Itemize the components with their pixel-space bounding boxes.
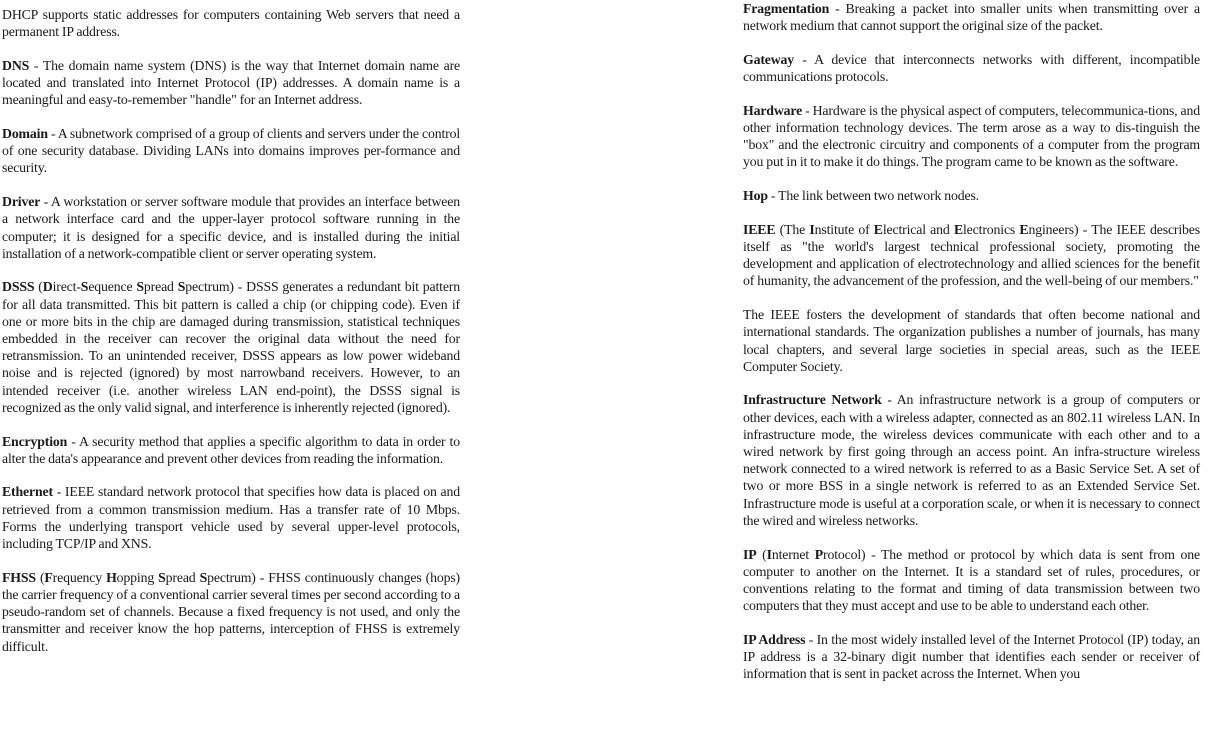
glossary-definition: - A security method that applies a specific algorithm to data in order to alter the data's appearance and prevent other devices from reading the information.: [2, 433, 460, 466]
glossary-definition: - The method or protocol by which data is sent from one computer to another on the Internet. It is a standard set of rules, procedures, or conventions relating to the format and timing of data transmission between two computers that they must accept and use to be able to understand each other.: [743, 546, 1200, 614]
glossary-definition: - A subnetwork comprised of a group of clients and servers under the control of one security database. Dividing LANs into domains improves per-formance and security.: [2, 126, 460, 176]
glossary-term: DNS: [2, 57, 30, 73]
acronym-letter: S: [199, 569, 208, 585]
glossary-entry-ip-address: [743, 631, 1200, 683]
glossary-entry-hardware: [743, 102, 1200, 171]
acronym-letter: S: [177, 279, 186, 295]
acronym-word-rest: opping: [116, 569, 159, 585]
acronym-letter: E: [953, 221, 963, 237]
acronym-letter: F: [44, 569, 53, 585]
glossary-entry-continuation: [743, 306, 1200, 375]
acronym-letter: S: [158, 569, 166, 585]
glossary-entry-encryption: [2, 433, 460, 467]
glossary-term: Gateway: [743, 51, 795, 67]
glossary-term: Encryption: [2, 433, 68, 449]
glossary-entry-dns: [2, 57, 460, 109]
glossary-entry-gateway: [743, 51, 1200, 85]
acronym-letter: P: [814, 546, 824, 562]
acronym-word-rest: ngineers: [1028, 221, 1075, 237]
acronym-word-rest: irect-: [52, 279, 81, 295]
glossary-definition: The IEEE fosters the development of standards that often become national and international standards. The organization publishes a number of journals, has many local chapters, and several large societies in special areas, such as the IEEE Computer Society.: [743, 307, 1200, 374]
glossary-term: IP Address: [743, 631, 806, 647]
acronym-expansion: (Frequency Hopping Spread Spectrum): [35, 569, 256, 585]
glossary-term: Hardware: [743, 102, 803, 118]
glossary-definition: - DSSS generates a redundant bit pattern for all data transmitted. This bit pattern is called a chip (or chipping code). Even if one or more bits in the chip are damaged during transmission, statistical techniques embedded in the receiver can recover the original data without the need for retransmission. To an unintended receiver, DSSS appears as low power wideband noise and is rejected (ignored) by most narrowband receivers. However, to an intended receiver (i.e. another wireless LAN end-point), the DSSS signal is recognized as the only valid signal, and interference is inherently rejected (ignored).: [2, 279, 460, 415]
acronym-expansion: (Internet Protocol): [756, 546, 866, 562]
acronym-letter: H: [106, 569, 117, 585]
glossary-left-column: [2, 6, 460, 671]
glossary-definition: DHCP supports static addresses for computers containing Web servers that need a permanent IP address.: [2, 7, 460, 40]
glossary-definition: - FHSS continuously changes (hops) the carrier frequency of a conventional carrier several times per second according to a pseudo-random set of channels. Because a fixed frequency is not used, and only the transmitter and receiver know the hop patterns, interception of FHSS is extremely difficult.: [2, 569, 460, 654]
glossary-term: DSSS: [2, 279, 35, 295]
glossary-term: Fragmentation: [743, 1, 830, 16]
glossary-definition: - The IEEE describes itself as "the world's largest technical professional society, promoting the development and application of electrotechnology and allied sciences for the benefit of humanity, the advancement of the profession, and the well-being of our members.": [743, 221, 1200, 289]
acronym-letter: I: [809, 221, 815, 237]
acronym-letter: I: [766, 546, 772, 562]
acronym-word-rest: lectrical and: [882, 221, 954, 237]
glossary-term: FHSS: [2, 569, 36, 585]
glossary-term: Domain: [2, 126, 48, 142]
acronym-expansion: (The Institute of Electrical and Electronics Engineers): [775, 221, 1079, 237]
glossary-entry-driver: [2, 193, 460, 262]
glossary-entry-continuation: [2, 6, 460, 40]
glossary-definition: - Breaking a packet into smaller units when transmitting over a network medium that cannot support the original size of the packet.: [743, 1, 1200, 34]
acronym-letter: E: [873, 221, 883, 237]
glossary-right-column: [743, 0, 1200, 699]
glossary-entry-domain: [2, 125, 460, 177]
glossary-entry-fhss: [2, 569, 460, 655]
acronym-expansion: (Direct-Sequence Spread Spectrum): [34, 279, 234, 295]
glossary-entry-ieee: [743, 221, 1200, 290]
glossary-definition: - A device that interconnects networks with different, incompatible communications protocols.: [743, 51, 1200, 85]
acronym-word-rest: The: [784, 221, 810, 237]
glossary-entry-infrastructure-network: [743, 391, 1200, 529]
glossary-definition: - In the most widely installed level of the Internet Protocol (IP) today, an IP address is a 32-binary digit number that identifies each sender or receiver of information that is sent in packet across the Internet. When you: [743, 631, 1200, 682]
glossary-term: Driver: [2, 194, 41, 210]
glossary-entry-fragmentation: [743, 0, 1200, 34]
glossary-entry-ip: [743, 546, 1200, 615]
acronym-word-rest: lectronics: [963, 221, 1020, 237]
acronym-letter: S: [136, 279, 144, 295]
glossary-term: Ethernet: [2, 484, 53, 500]
glossary-term: IEEE: [743, 221, 776, 237]
glossary-entry-dsss: [2, 278, 460, 416]
glossary-term: IP: [743, 546, 757, 562]
glossary-definition: - An infrastructure network is a group of computers or other devices, each with a wireless adapter, connected as an 802.11 wireless LAN. In infrastructure mode, the wireless devices communicate with each other and to a wired network by first going through an access point. An infra-structure wireless network connected to a wired network is referred to as a Basic Service Set. A set of two or more BSS in a single network is referred to as an Extended Service Set. Infrastructure mode is useful at a corporation scale, or when it is necessary to connect the wired and wireless networks.: [743, 392, 1200, 528]
glossary-term: Hop: [743, 188, 768, 204]
acronym-word-rest: pectrum: [185, 279, 230, 295]
glossary-definition: - A workstation or server software module that provides an interface between a network interface card and the upper-layer protocol software running in the computer; it is designed for a specific device, and is installed during the initial installation of a network-compatible client or server operating system.: [2, 194, 460, 261]
acronym-letter: D: [42, 279, 53, 295]
acronym-word-rest: pread: [143, 279, 178, 295]
acronym-word-rest: equence: [88, 279, 137, 295]
glossary-entry-hop: [743, 187, 1200, 204]
glossary-definition: - IEEE standard network protocol that specifies how data is placed on and retrieved from a common transmission medium. Has a transfer rate of 10 Mbps. Forms the underlying transport vehicle used by several upper-level protocols, including TCP/IP and XNS.: [2, 484, 460, 552]
glossary-definition: - The domain name system (DNS) is the way that Internet domain name are located and translated into Internet Protocol (IP) addresses. A domain name is a meaningful and easy-to-remember "handle" for an Internet address.: [2, 57, 460, 108]
glossary-entry-ethernet: [2, 483, 460, 552]
acronym-word-rest: rotocol: [823, 546, 862, 562]
acronym-word-rest: pread: [165, 569, 200, 585]
acronym-letter: E: [1019, 221, 1029, 237]
acronym-word-rest: nstitute of: [814, 221, 874, 237]
acronym-word-rest: requency: [52, 569, 107, 585]
acronym-letter: S: [80, 279, 89, 295]
acronym-word-rest: pectrum: [207, 569, 252, 585]
glossary-definition: - The link between two network nodes.: [767, 188, 979, 204]
glossary-definition: - Hardware is the physical aspect of computers, telecommunica-tions, and other information technology devices. The term arose as a way to dis-tinguish the "box" and the electronic circuitry and components of a computer from the program you put in it to make it do things. The program came to be known as the software.: [743, 102, 1200, 170]
glossary-term: Infrastructure Network: [743, 392, 882, 408]
acronym-word-rest: nternet: [771, 546, 815, 562]
